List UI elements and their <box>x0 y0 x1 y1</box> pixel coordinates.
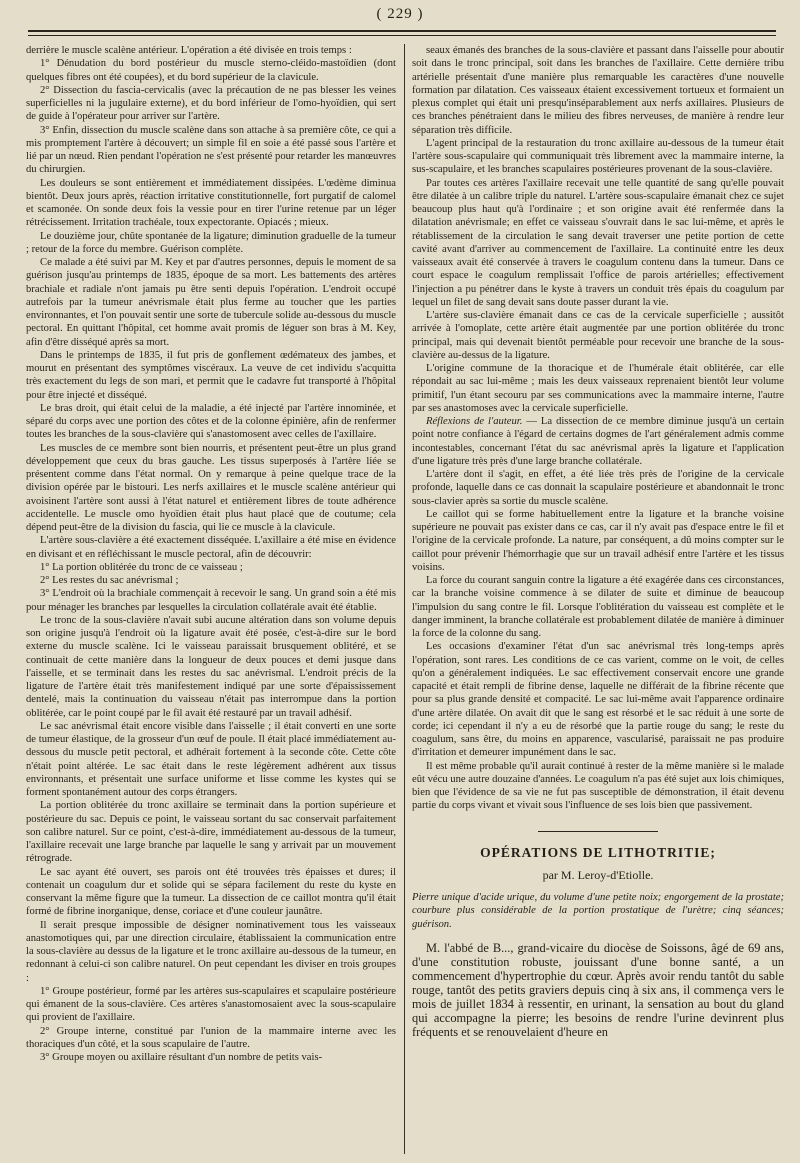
paragraph: 1° La portion oblitérée du tronc de ce vaisseau ; <box>40 561 243 573</box>
paragraph: 2° Les restes du sac anévrismal ; <box>40 575 179 586</box>
paragraph: 2° Groupe interne, constitué par l'union de la mammaire interne avec les thoraciques d'un côté, et la sous scapulaire de l'autre. <box>26 1025 396 1050</box>
paragraph: 3° Enfin, dissection du muscle scalène dans son attache à sa première côte, ce qui a mis promptement l'artère à découvert; un simple fil en soie a été passé sous l'artère et lié par un nœud. Rien pendant l'opération ne s'est présenté pour retarder les manœuvres du chirurgien. <box>26 124 396 176</box>
paragraph: 1° Dénudation du bord postérieur du muscle sterno-cléido-mastoïdien (dont quelques fibres ont été coupées), et du bord supérieur de la clavicule. <box>26 58 396 83</box>
paragraph: Par toutes ces artères l'axillaire recevait une telle quantité de sang qu'elle pouvait être dilatée à un calibre triple du naturel. L'artère sous-scapulaire émanait chez ce sujet beaucoup plus haut qu'à l'ordinaire ; et son origine avait été renfermée dans la dilatation anévrismale; en effet ce vaisseau s'ouvrait dans le sac lui-même, et après le rétablissement de la circulation le sang devait traverser une petite portion de cette cavité avant d'arriver au commencement de l'axillaire. La continuité entre les deux vaisseaux avait été conservée à travers le coagulum contenu dans la tumeur. Dans ce court espace le coagulum remplissait l'office de parois artérielles; effectivement l'injection a pu pénétrer dans le kyste à travers un conduit très épais du coagulum par lequel un filet de sang devait sans doute passer durant la vie. <box>412 177 784 308</box>
paragraph: L'artère dont il s'agit, en effet, a été liée très près de l'origine de la cervicale profonde, laquelle dans ce cas donnait la scapulaire postérieure et abandonnait le tronc sous-clavier après sa sortie du muscle scalène. <box>412 469 784 507</box>
paragraph: Il est même probable qu'il aurait continué à rester de la même manière si le malade eût vécu une autre douzaine d'années. Le coagulum n'a pas été sujet aux lois chimiques, bien que l'évidence de sa vie ne fut pas susceptible de démonstration, il était devenu partie du corps vivant et vivait sous l'influence de ses lois bien que passivement. <box>412 760 784 812</box>
paragraph: Il serait presque impossible de désigner nominativement tous les vaisseaux anastomotiques qui, par une direction circulaire, établissaient la communication entre la sous-clavière au dessus de la ligature et le tronc axillaire au-dessous de la tumeur, en redonnant à celui-ci son calibre naturel. On peut cependant les diviser en trois groupes : <box>26 919 396 984</box>
left-column <box>26 44 396 1160</box>
paragraph: 3° L'endroit où la brachiale commençait à recevoir le sang. Un grand soin a été mis pour ménager les branches par lesquelles la circulation collatérale avait été établie. <box>26 588 396 613</box>
header-rule <box>28 30 776 36</box>
reflexions-text: — La dissection de ce membre diminue jusqu'à un certain point notre confiance à l'égard de certains dogmes de l'art généralement admis comme incontestables, concernant l'état du sac anévrismal après la ligature et l'application d'une ligature très près d'une large branche collatérale. <box>412 416 784 467</box>
section-author: par M. Leroy-d'Etiolle. <box>542 867 654 882</box>
paragraph: La force du courant sanguin contre la ligature a été exagérée dans ces circonstances, car la branche voisine commence à se dilater de suite et diminue de beaucoup l'impulsion du sang contre le fil. Lorsque l'oblitération du vaisseau est complète et le danger imminent, la branche collatérale est probablement dilatée de manière à diminuer la force de la colonne du sang. <box>412 575 784 639</box>
paragraph: 2° Dissection du fascia-cervicalis (avec la précaution de ne pas blesser les veines superficielles ni la jugulaire externe), et du bord inférieur de l'omo-hyoïdien, qui sert de guide à l'opérateur pour arriver sur l'artère. <box>26 84 396 123</box>
paragraph: derrière le muscle scalène antérieur. L'opération a été divisée en trois temps : <box>26 45 352 56</box>
section-divider <box>538 831 658 832</box>
paragraph: L'agent principal de la restauration du tronc axillaire au-dessous de la tumeur était l'artère sous-scapulaire qui communiquait très librement avec la mammaire interne, la sus-scapulaire, et les branches scapulaires postérieures provenant de la sous-clavière. <box>412 137 784 176</box>
paragraph: Le bras droit, qui était celui de la maladie, a été injecté par l'artère innominée, et séparé du corps avec une portion des côtes et de la colonne épinière, afin de renfermer toutes les branches de la sous-clavière qui s'anastomosent avec celles de l'axillaire. <box>26 402 396 441</box>
page-number: ( 229 ) <box>376 6 424 22</box>
paragraph: Les douleurs se sont entièrement et immédiatement dissipées. L'œdème diminua bientôt. Deux jours après, réaction irritative constitutionnelle, fort purgatif de calomel et scamonée. On sonde deux fois la vessie pour en tirer l'urine retenue par un léger rétrécissement. Irritation trachéale, toux expectorante. Opiacés ; mieux. <box>26 177 396 229</box>
paragraph: L'origine commune de la thoracique et de l'humérale était oblitérée, car elle répondait au sac lui-même ; mais les deux vaisseaux reprenaient bientôt leur volume primitif, l'un étant secouru par ses communications avec la mammaire interne, l'autre par ses anastomoses avec la cervicale superficielle. <box>412 363 784 414</box>
paragraph: L'artère sus-clavière émanait dans ce cas de la cervicale superficielle ; aussitôt arrivée à l'omoplate, cette artère était augmentée par une portion oblitérée du tronc principal, mais qui devenait bientôt perméable pour recevoir une branche de la sous-clavière au-dessus de la ligature. <box>412 310 784 361</box>
reflexions-paragraph <box>412 415 784 468</box>
paragraph: Ce malade a été suivi par M. Key et par d'autres personnes, depuis le moment de sa guérison jusqu'au printemps de 1835, époque de sa mort. Les battements des artères brachiale et radiale n'ont jamais pu être senti depuis l'opération. L'endroit occupé autrefois par la tumeur anévrismale était plus ferme au toucher que les parties environnantes, et l'on pouvait sentir une sorte de tubercule solide au-dessous du muscle pectoral. En quittant l'hôpital, cet homme avait promis de léguer son bras à M. Key, afin d'être disséqué après sa mort. <box>26 257 396 348</box>
paragraph: seaux émanés des branches de la sous-clavière et passant dans l'aisselle pour aboutir soit dans le tronc principal, soit dans les branches de l'axillaire. Cette dernière tribu artérielle présentait d'une manière plus remarquable les caractères d'une nouvelle formation par dilatation. Ces vaisseaux étaient excessivement tortueux et formaient un plexus complet qui était uni presqu'inséparablement aux nerfs axillaires. Plusieurs de ces branches pénétraient dans le milieu des fibres nerveuses, de manière à rendre leur séparation très difficile. <box>412 45 784 136</box>
paragraph: Dans le printemps de 1835, il fut pris de gonflement œdémateux des jambes, et mourut en présentant des symptômes viscéraux. La veuve de cet individu s'acquitta très exactement du legs de son mari, et permit que le cadavre fut transporté à l'hôpital pour être injecté et disséqué. <box>26 349 396 401</box>
reflexions-continuation <box>412 468 784 813</box>
paragraph: Le sac ayant été ouvert, ses parois ont été trouvées très épaisses et dures; il contenait un coagulum dur et solide qui se sépara facilement du reste du kyste en conservant la même figure que la tumeur. La dissection de ce caillot montra qu'il était formé de fibrine inorganique, dense, coriace et d'une couleur jaunâtre. <box>26 866 396 918</box>
column-separator <box>404 44 405 1154</box>
paragraph: Le douzième jour, chûte spontanée de la ligature; diminution graduelle de la tumeur ; retour de la force du membre. Guérison complète. <box>26 230 396 255</box>
case-continuation <box>412 44 784 415</box>
section-first-paragraph: M. l'abbé de B..., grand-vicaire du diocèse de Soissons, âgé de 69 ans, d'une constitution robuste, jouissant d'une bonne santé, a un commencement d'hypertrophie du cœur. Après avoir rendu tantôt du sable rouge, tantôt des petits graviers depuis cinq à six ans, il commença vers le mois de juillet 1834 à ressentir, en urinant, la sensation au bout du gland qui accompagne la pierre; les besoins de rendre l'urine devinrent plus fréquents et se renouvelaient d'heure en <box>412 940 784 1039</box>
paragraph: Le caillot qui se forme habituellement entre la ligature et la branche voisine supérieure ne pouvait pas exister dans ce cas, car il n'y avait pas d'espace entre le fil et l'origine de la cervicale profonde. La nature, par conséquent, a dû moins compter sur le caillot pour prévenir l'hémorrhagie que sur un travail adhésif entre l'artère et les tissus voisins. <box>412 508 784 573</box>
paragraph: 1° Groupe postérieur, formé par les artères sus-scapulaires et scapulaire postérieure qui émanent de la sous-clavière. Ces artères s'anastomosaient avec la sous-scapulaire qui provient de l'axillaire. <box>26 985 396 1024</box>
paragraph: L'artère sous-clavière a été exactement disséquée. L'axillaire a été mise en évidence en divisant et en réfléchissant le muscle pectoral, afin de découvrir: <box>26 535 396 560</box>
paragraph: 3° Groupe moyen ou axillaire résultant d'un nombre de petits vais- <box>40 1052 323 1063</box>
section-summary: Pierre unique d'acide urique, du volume d'une petite noix; engorgement de la prostate; courbure plus considérable de la portion prostatique de l'urètre; cinq séances; guérison. <box>412 892 784 930</box>
paragraph: Les muscles de ce membre sont bien nourris, et présentent peut-être un plus grand développement que ceux du bras gauche. Les tissus superposés à l'artère liée se présentent comme dans l'état normal. On y remarque à peine quelque trace de la division opérée par le bistouri. Les nerfs axillaires et le muscle scalène antérieur qui avoisinent l'artère sont aussi à l'état naturel et entièrement libres de toute adhérence accidentelle. Le muscle omo hyoïdien était plus haut placé que de coutume; cela dépend peut-être de la division du fascia, qui lie ce muscle à la clavicule. <box>26 442 396 533</box>
paragraph: Les occasions d'examiner l'état d'un sac anévrismal très long-temps après l'opération, sont rares. Les conditions de ce cas varient, comme on le voit, de celles qu'on a généralement indiquées. Le sac effectivement conservait encore une grande capacité et était rempli de fibrine dense, laquelle ne différait de la fibrine récente que pour sa plus grande densité et compacité. Le sac lui-même avait l'apparence ordinaire d'une artère dilatée. On avait dit que le sang est résorbé et le sac réduit à une sorte de corde; ici cependant il n'y a eu de résorbé que la partie rouge du sang; le reste du coagulum, sans être, du moins en apparence, vascularisé, paraissait ne pas produire d'irritation et demeurer impunément dans le sac. <box>412 641 784 759</box>
right-column <box>412 44 784 1160</box>
reflexions-label: Réflexions de l'auteur. <box>426 416 523 427</box>
section-title: OPÉRATIONS DE LITHOTRITIE; <box>480 844 716 860</box>
paragraph: La portion oblitérée du tronc axillaire se terminait dans la portion supérieure et postérieure du sac. Depuis ce point, le vaisseau sortant du sac conservait parfaitement son calibre naturel. Sur ce point, c'est-à-dire, immédiatement au-dessous de la tumeur, l'axillaire recevait une large branche par laquelle le sang y arrivait par un mouvement rétrograde. <box>26 800 396 865</box>
paragraph: Le tronc de la sous-clavière n'avait subi aucune altération dans son volume depuis son origine jusqu'à l'endroit où la ligature avait été posée, c'est-à-dire sur le bord externe du muscle scalène. Ici le vaisseau paraissait brusquement oblitéré, et se continuait de cette manière dans la longueur de deux pouces et demi jusque dans l'aisselle, et se terminait dans les restes du sac anévrismal. L'endroit précis de la ligature de l'artère était très manifestement indiqué par une sorte d'épaississement dentelé, mais la continuation du vaisseau n'était pas interrompue dans la portion oblitérée, car le point coupé par le fil avait été restauré par un travail adhésif. <box>26 614 396 719</box>
paragraph: Le sac anévrismal était encore visible dans l'aisselle ; il était converti en une sorte de tumeur élastique, de la grosseur d'un œuf de poule. Il était placé immédiatement au-dessous du muscle petit pectoral, et adhérait fortement à la seconde côte. Cette côte n'était point altérée. Le sac était dans le reste légèrement adhérent aux tissus environnants, et présentait une surface uniforme et lisse comme les kystes qui se forment spontanément autour des corps étrangers. <box>26 720 396 798</box>
